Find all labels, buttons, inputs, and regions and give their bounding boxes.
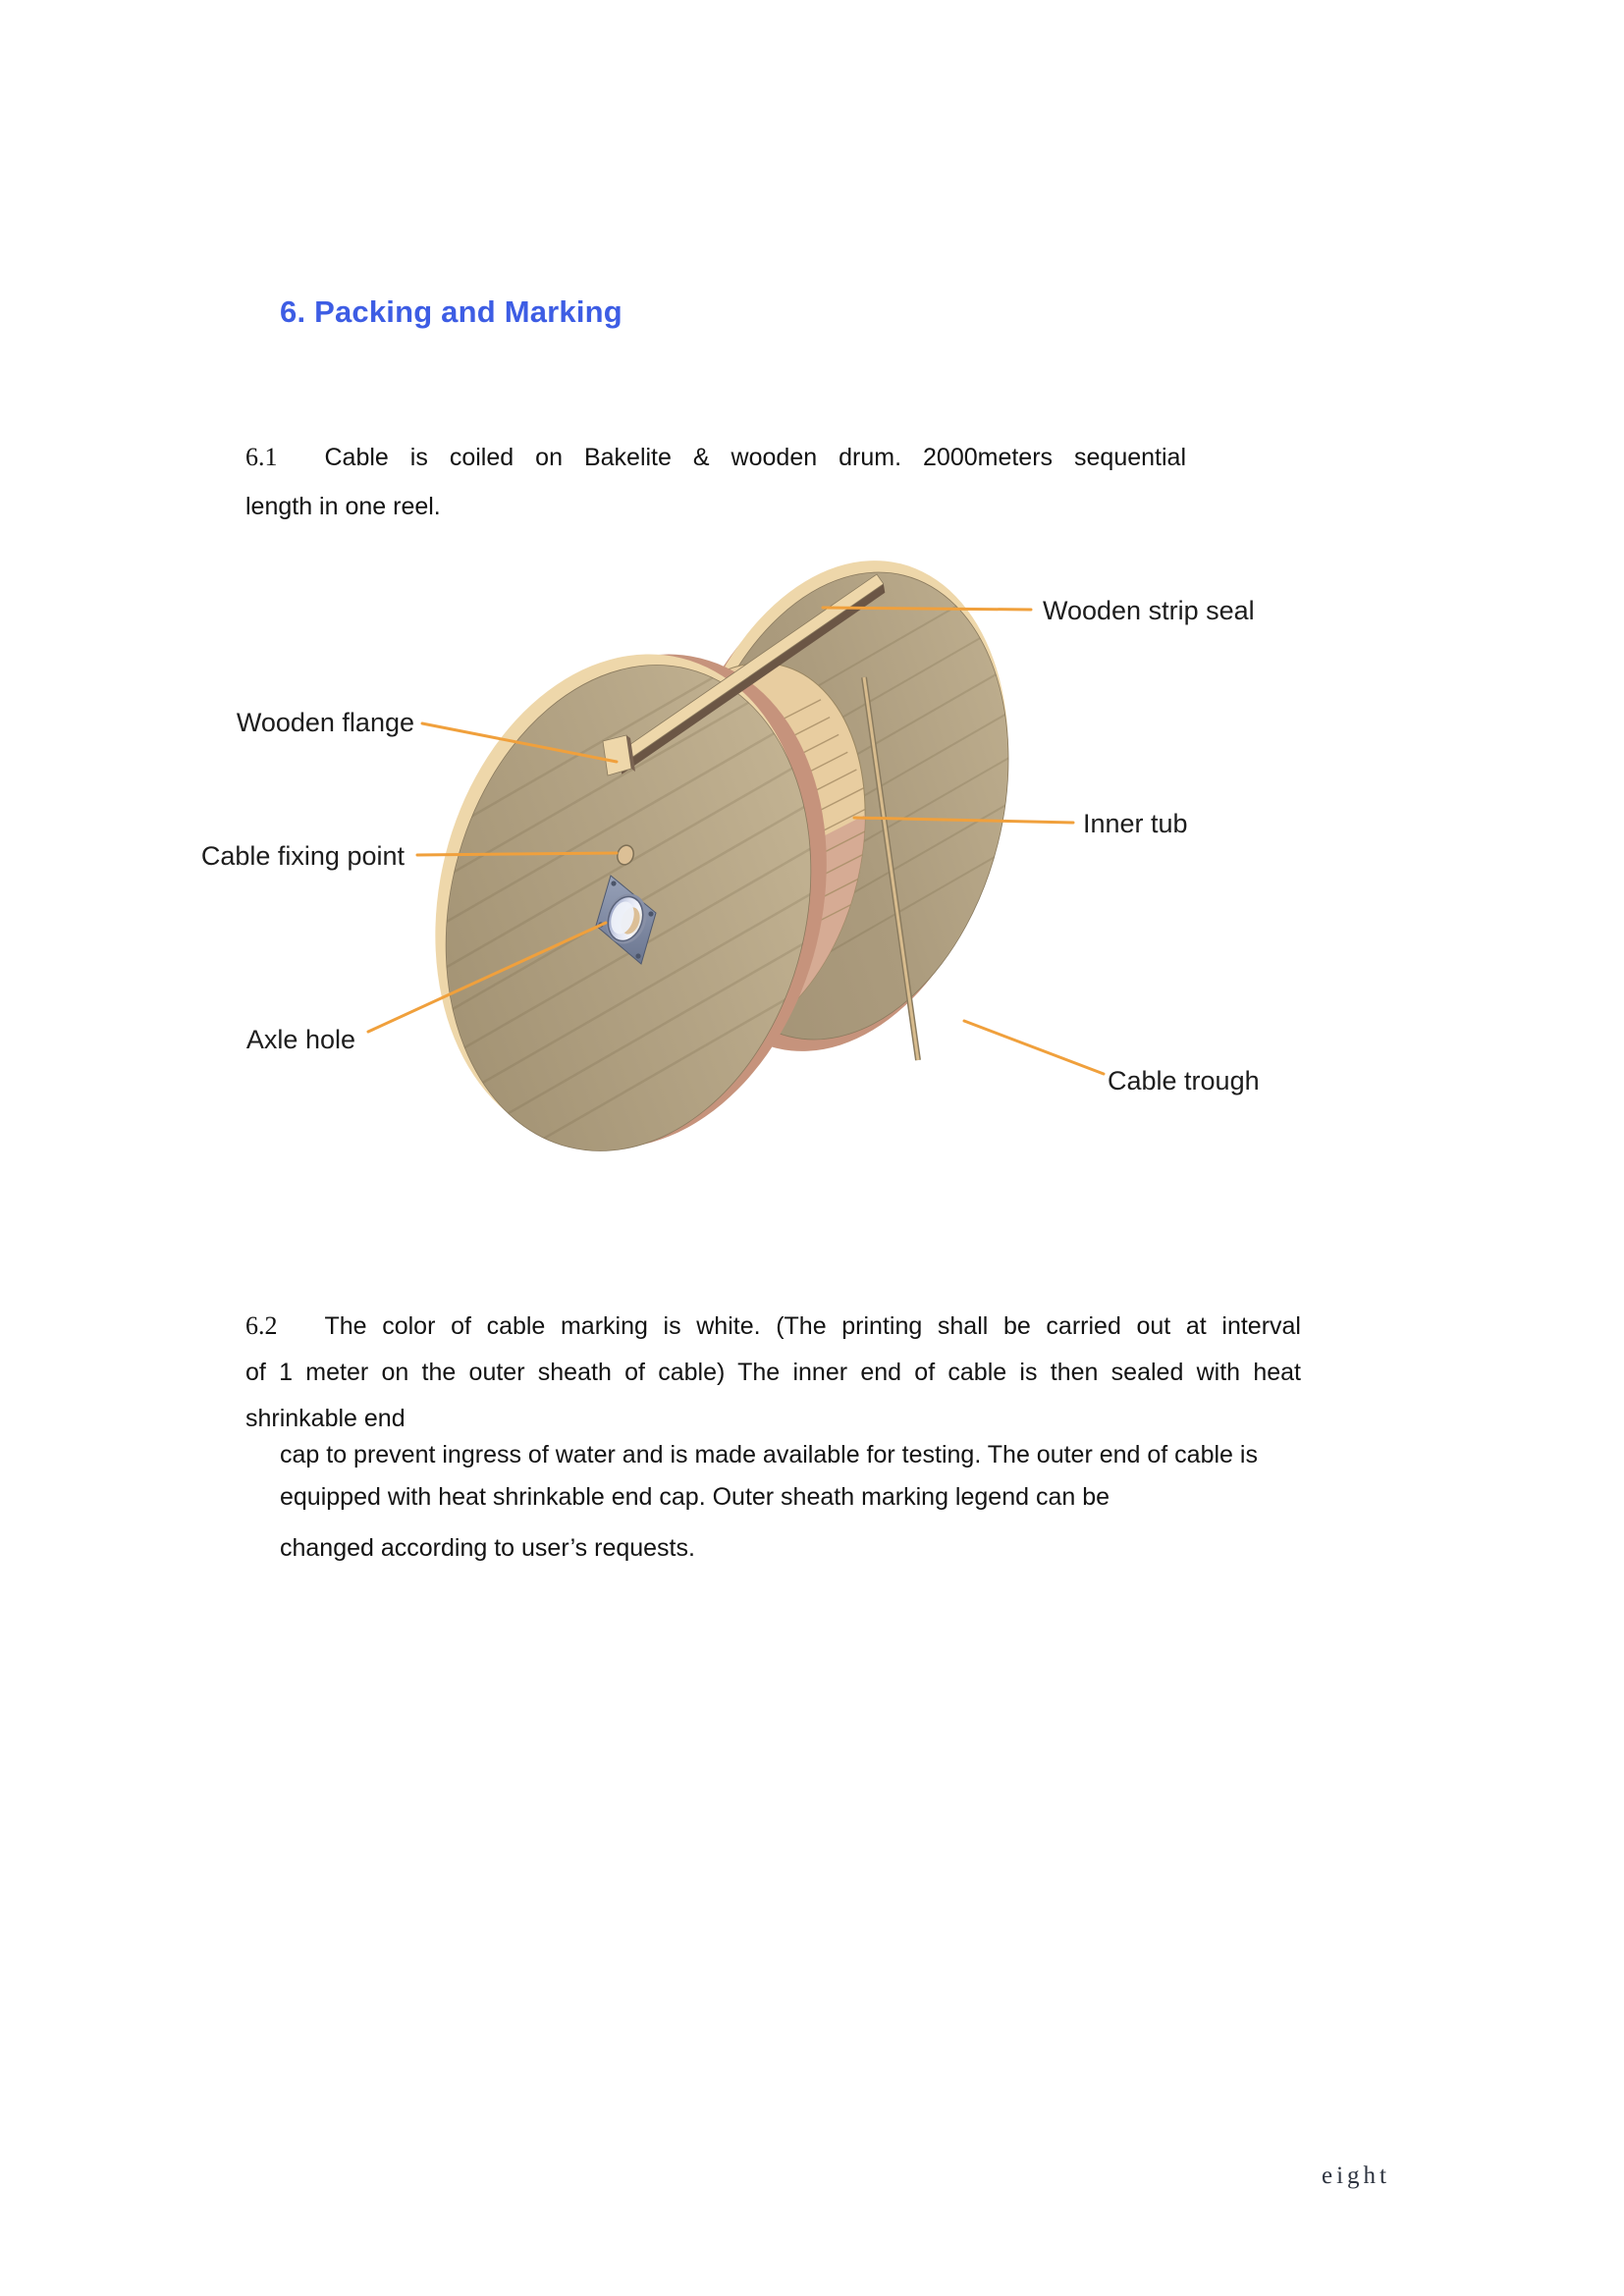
clause-6-2-line-3: shrinkable end [245, 1405, 406, 1432]
paragraph-6-2-continued [280, 1434, 1384, 1570]
leader-wooden-strip-seal [823, 608, 1031, 610]
clause-number-6-2: 6.2 [245, 1311, 278, 1340]
label-inner-tub: Inner tub [1083, 809, 1188, 838]
clause-6-1-line-2: length in one reel. [245, 493, 441, 520]
leader-cable-trough [964, 1021, 1104, 1074]
clause-6-2-line-4: cap to prevent ingress of water and is made available for testing. The outer end of cable is [280, 1441, 1258, 1468]
section-heading: 6. Packing and Marking [280, 294, 623, 329]
clause-6-1-line-1 [245, 433, 1186, 482]
paragraph-6-1 [245, 433, 1186, 531]
clause-6-2-line-5: equipped with heat shrinkable end cap. Outer sheath marking legend can be [280, 1483, 1110, 1511]
label-cable-fixing-point: Cable fixing point [200, 841, 405, 871]
clause-6-2-line-6: changed according to user’s requests. [280, 1534, 695, 1562]
strip-seal-end-block [603, 735, 631, 775]
axle-plate-bolt [635, 953, 640, 958]
label-cable-trough: Cable trough [1108, 1066, 1260, 1095]
clause-6-2-line-2: of 1 meter on the outer sheath of cable) The inner end of cable is then sealed with heat [245, 1359, 1301, 1386]
label-wooden-flange: Wooden flange [236, 708, 414, 737]
label-axle-hole: Axle hole [245, 1025, 355, 1054]
paragraph-6-2 [245, 1303, 1301, 1442]
label-wooden-strip-seal: Wooden strip seal [1043, 596, 1255, 625]
clause-number-6-1: 6.1 [245, 443, 278, 471]
leader-cable-fixing-point [417, 853, 617, 855]
cable-drum-diagram [187, 545, 1286, 1193]
clause-6-2-line-1 [245, 1303, 1301, 1350]
clause-6-1-text: Cable is coiled on Bakelite & wooden drum. 2000meters sequential [324, 444, 1186, 471]
axle-plate-bolt [648, 911, 653, 916]
clause-6-2-text: The color of cable marking is white. (The printing shall be carried out at interval [324, 1312, 1301, 1340]
page-number: eight [1322, 2163, 1390, 2189]
axle-plate-bolt [611, 881, 616, 885]
